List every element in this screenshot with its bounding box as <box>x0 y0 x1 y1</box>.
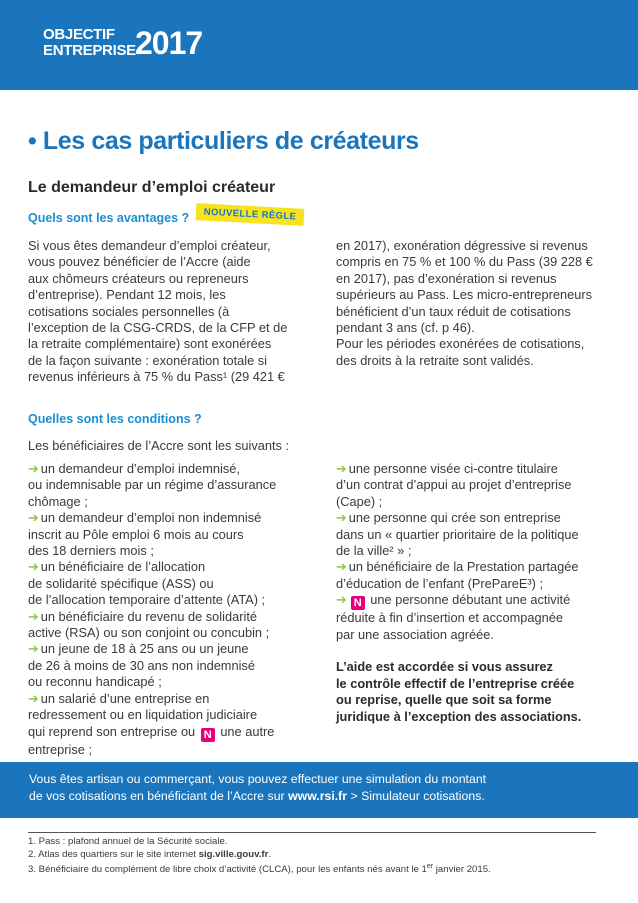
new-rule-badge: NOUVELLE RÈGLE <box>196 203 305 226</box>
new-n-badge: N <box>351 596 365 610</box>
arrow-right-icon: ➔ <box>28 690 39 706</box>
text-line: de 26 à moins de 30 ans non indemnisé <box>28 657 255 673</box>
logo-year: 2017 <box>135 25 203 61</box>
text-line: l’exception de la CSG-CRDS, de la CFP et de <box>28 320 288 336</box>
section-subtitle: Le demandeur d’emploi créateur <box>28 179 276 196</box>
text-line: supérieurs au Pass. Les micro-entrepreneurs <box>336 287 593 303</box>
arrow-right-icon: ➔ <box>28 559 39 575</box>
footnote-2: 2. Atlas des quartiers sur le site internet <box>28 848 199 860</box>
list-item: une personne qui crée son entreprise <box>348 510 561 526</box>
arrow-right-icon: ➔ <box>28 461 39 476</box>
new-n-badge: N <box>201 728 215 742</box>
footnotes <box>28 836 491 877</box>
text-line: Si vous êtes demandeur d’emploi créateur, <box>28 238 271 253</box>
advantages-question: Quels sont les avantages ? <box>28 211 190 225</box>
text-line: aux chômeurs créateurs ou repreneurs <box>28 270 249 286</box>
band-line: de vos cotisations en bénéficiant de l’Accre sur <box>29 789 289 803</box>
rsi-link[interactable]: www.rsi.fr <box>288 789 348 803</box>
conditions-question: Quelles sont les conditions ? <box>28 412 202 426</box>
conditions-column-right <box>336 461 581 725</box>
arrow-right-icon: ➔ <box>28 510 39 526</box>
text-line: par une association agréée. <box>336 626 494 642</box>
text-line: active (RSA) ou son conjoint ou concubin ; <box>28 625 270 641</box>
arrow-right-icon: ➔ <box>336 461 347 476</box>
list-item: un jeune de 18 à 25 ans ou un jeune <box>40 641 249 657</box>
arrow-right-icon: ➔ <box>336 559 347 575</box>
text-line: une autre <box>220 723 275 739</box>
text-line: pendant 3 ans (cf. p 46). <box>336 320 475 336</box>
footnote-3-sup: er <box>426 863 434 871</box>
arrow-right-icon: ➔ <box>28 641 39 657</box>
conditions-column-left <box>28 461 276 758</box>
text-line: d’un contrat d’appui au projet d’entreprise <box>336 477 572 493</box>
arrow-right-icon: ➔ <box>336 510 347 526</box>
text-line: dans un « quartier prioritaire de la politique <box>336 526 579 542</box>
footnote-divider <box>28 832 596 833</box>
text-line: entreprise ; <box>28 741 93 757</box>
text-line: ou reconnu handicapé ; <box>28 674 162 690</box>
page-title: • Les cas particuliers de créateurs <box>28 127 419 155</box>
list-item: un bénéficiaire de la Prestation partagée <box>348 559 579 575</box>
text-line: compris en 75 % et 100 % du Pass (39 228 € <box>336 254 593 270</box>
text-line: chômage ; <box>28 493 88 509</box>
simulation-text <box>29 771 486 805</box>
text-line: bénéficient d’un taux réduit de cotisations <box>336 303 571 319</box>
text-line: des 18 derniers mois ; <box>28 543 154 559</box>
text-line: redressement ou en liquidation judiciaire <box>28 707 258 723</box>
footnote-3-end: janvier 2015. <box>433 864 491 876</box>
logo-objectif: OBJECTIF <box>43 26 115 43</box>
text-line: de la ville² » ; <box>336 543 412 559</box>
text-line: d’éducation de l’enfant (PrePareE³) ; <box>336 575 543 591</box>
text-line: vous pouvez bénéficier de l’Accre (aide <box>28 254 251 270</box>
note-line: ou reprise, quelle que soit sa forme <box>336 692 552 708</box>
text-line: réduite à fin d’insertion et accompagnée <box>336 610 563 626</box>
text-line: Pour les périodes exonérées de cotisations, <box>336 336 585 352</box>
list-item: un bénéficiaire du revenu de solidarité <box>40 608 258 624</box>
text-line: en 2017), exonération dégressive si revenus <box>336 238 588 253</box>
arrow-right-icon: ➔ <box>336 592 347 608</box>
list-item: un bénéficiaire de l’allocation <box>40 559 206 575</box>
list-item: un demandeur d’emploi indemnisé, <box>40 461 240 476</box>
text-line: en 2017), pas d’exonération si revenus <box>336 270 557 286</box>
text-line: de solidarité spécifique (ASS) ou <box>28 575 214 591</box>
text-line: revenus inférieurs à 75 % du Pass¹ (29 421 € <box>28 369 285 385</box>
advantages-column-left <box>28 238 287 386</box>
footnote-2-end: . <box>268 848 271 860</box>
advantages-column-right <box>336 238 593 369</box>
band-line: Vous êtes artisan ou commerçant, vous pouvez effectuer une simulation du montant <box>29 772 487 786</box>
text-line: qui reprend son entreprise ou <box>28 723 196 739</box>
text-line: de l’allocation temporaire d’attente (ATA) ; <box>28 592 266 608</box>
note-line: le contrôle effectif de l’entreprise créée <box>336 675 575 691</box>
text-line: inscrit au Pôle emploi 6 mois au cours <box>28 526 244 542</box>
text-line: la retraite complémentaire) sont exonérées <box>28 336 272 352</box>
conditions-intro <box>28 438 289 454</box>
list-item: un demandeur d’emploi non indemnisé <box>40 510 262 526</box>
footnote-1: 1. Pass : plafond annuel de la Sécurité sociale. <box>28 836 228 847</box>
band-line: > Simulateur cotisations. <box>347 789 485 803</box>
text-line: ou indemnisable par un régime d’assurance <box>28 477 277 493</box>
list-item: un salarié d’une entreprise en <box>40 690 210 706</box>
text-line: de la façon suivante : exonération totale si <box>28 352 268 368</box>
text-line: Les bénéficiaires de l’Accre sont les suivants : <box>28 438 290 453</box>
arrow-right-icon: ➔ <box>28 608 39 624</box>
footnote-3: 3. Bénéficiaire du complément de libre choix d’activité (CLCA), pour les enfants nés avant le 1 <box>28 864 427 876</box>
text-line: cotisations sociales personnelles (à <box>28 303 230 319</box>
logo-entreprise: ENTREPRISE <box>43 42 136 59</box>
list-item: une personne débutant une activité <box>370 592 571 608</box>
ville-link[interactable]: sig.ville.gouv.fr <box>198 848 269 860</box>
list-item: une personne visée ci-contre titulaire <box>348 461 558 476</box>
note-line: juridique à l’exception des associations. <box>336 708 582 724</box>
text-line: (Cape) ; <box>336 493 383 509</box>
note-line: L’aide est accordée si vous assurez <box>336 659 553 675</box>
text-line: d’entreprise). Pendant 12 mois, les <box>28 287 226 303</box>
text-line: des droits à la retraite sont validés. <box>336 352 534 368</box>
